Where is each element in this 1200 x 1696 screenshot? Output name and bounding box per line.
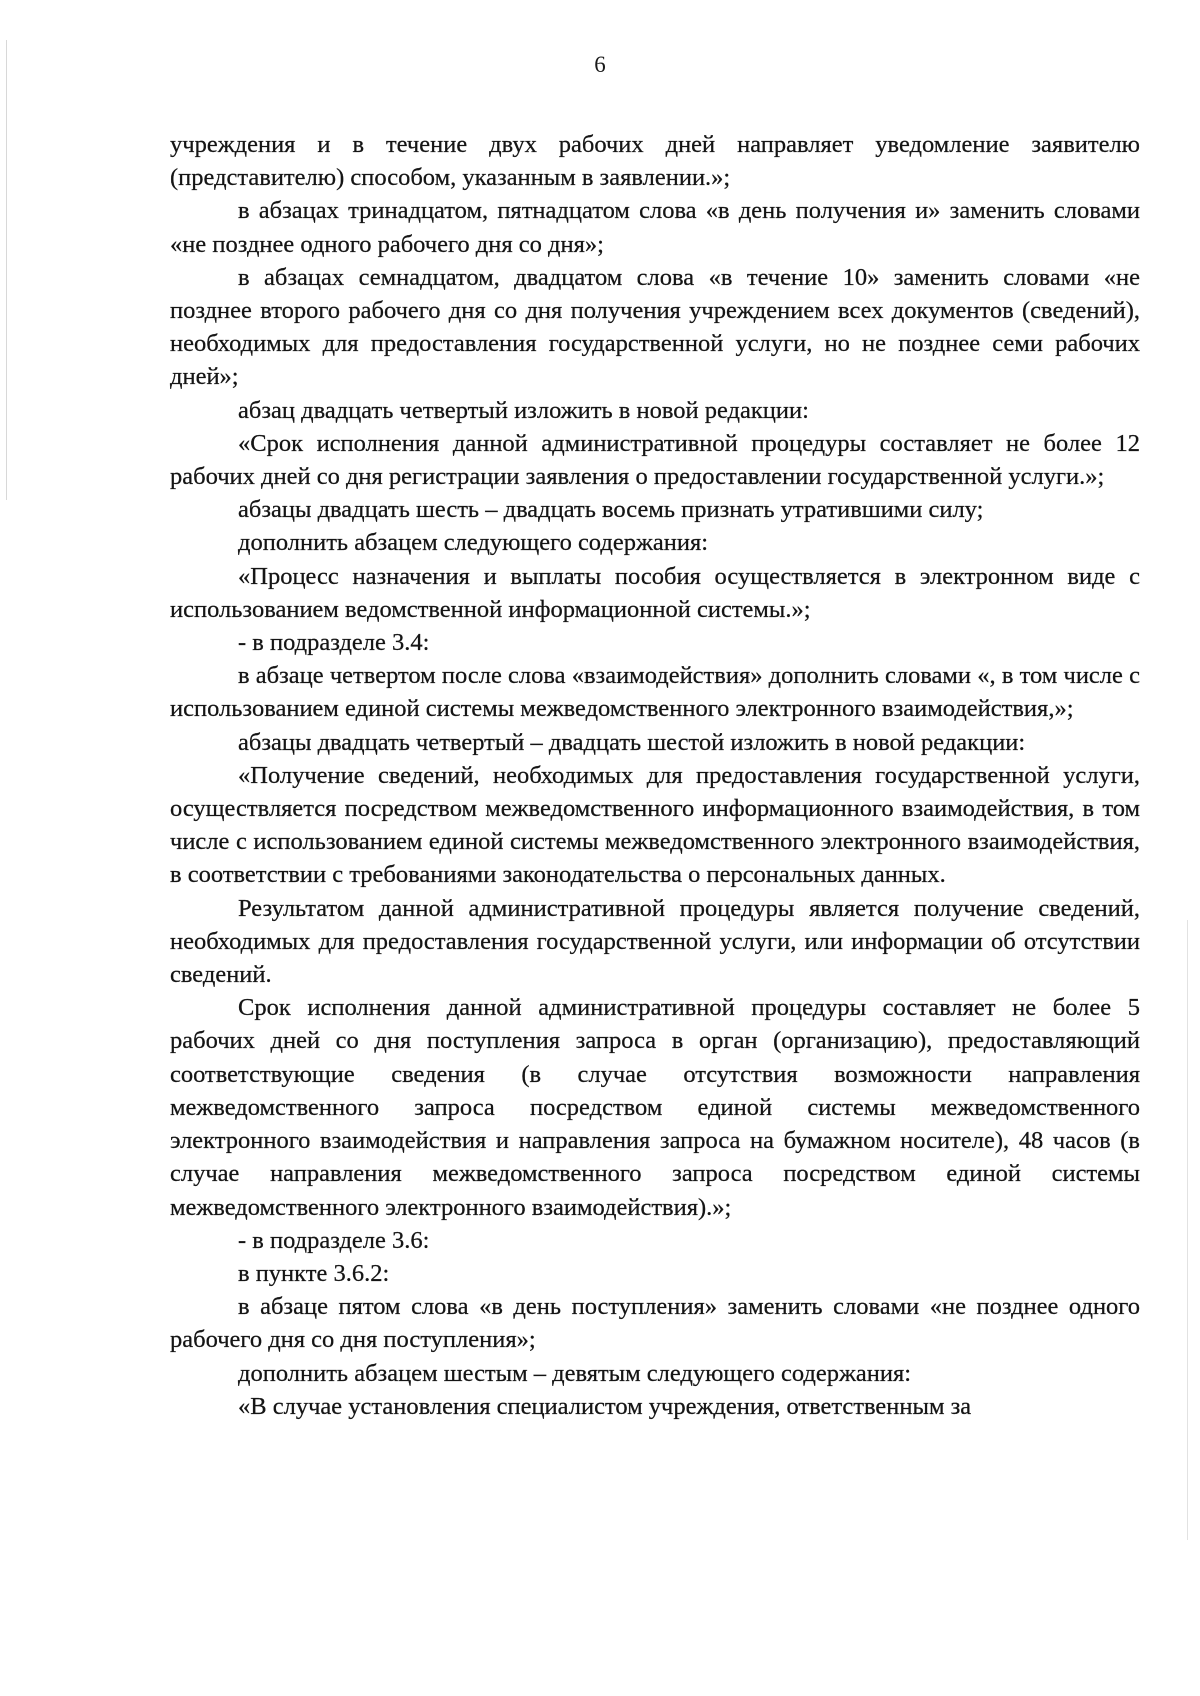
paragraph: - в подразделе 3.6: <box>238 1226 430 1254</box>
document-body <box>170 128 1140 1423</box>
paragraph: «В случае установления специалистом учреждения, ответственным за <box>238 1392 972 1420</box>
paragraph: Срок исполнения данной административной процедуры составляет не более 5 рабочих дней со дня поступления запроса в орган (организацию), предоставляющий соответствующие сведения (в случае отсутствия возможности направления межведомственного запроса посредством единой системы межведомственного электронного взаимодействия и направления запроса на бумажном носителе), 48 часов (в случае направления межведомственного запроса посредством единой системы межведомственного электронного взаимодействия).»; <box>170 994 1140 1221</box>
scan-edge-left <box>6 40 7 500</box>
paragraph: в пункте 3.6.2: <box>238 1259 390 1287</box>
paragraph: абзацы двадцать шесть – двадцать восемь признать утратившими силу; <box>238 496 984 524</box>
paragraph: «Процесс назначения и выплаты пособия осуществляется в электронном виде с использованием ведомственной информационной системы.»; <box>170 562 1140 623</box>
paragraph: в абзаце четвертом после слова «взаимодействия» дополнить словами «, в том числе с использованием единой системы межведомственного электронного взаимодействия,»; <box>170 662 1140 723</box>
page-number: 6 <box>594 52 606 77</box>
paragraph: «Срок исполнения данной административной процедуры составляет не более 12 рабочих дней со дня регистрации заявления о предоставлении государственной услуги.»; <box>170 429 1140 491</box>
paragraph: в абзацах тринадцатом, пятнадцатом слова «в день получения и» заменить словами «не позднее одного рабочего дня со дня»; <box>170 197 1140 258</box>
paragraph: в абзаце пятом слова «в день поступления» заменить словами «не позднее одного рабочего дня со дня поступления»; <box>170 1293 1140 1354</box>
paragraph: Результатом данной административной процедуры является получение сведений, необходимых для предоставления государственной услуги, или информации об отсутствии сведений. <box>170 894 1140 989</box>
paragraph: дополнить абзацем следующего содержания: <box>238 529 709 557</box>
paragraph: - в подразделе 3.4: <box>238 629 430 657</box>
scan-edge-right <box>1187 920 1188 1540</box>
paragraph: «Получение сведений, необходимых для предоставления государственной услуги, осуществляется посредством межведомственного информационного взаимодействия, в том числе с использованием единой системы межведомственного электронного взаимодействия, в соответствии с требованиями законодательства о персональных данных. <box>170 761 1140 889</box>
paragraph: учреждения и в течение двух рабочих дней направляет уведомление заявителю (представителю) способом, указанным в заявлении.»; <box>170 131 1140 192</box>
paragraph: абзацы двадцать четвертый – двадцать шестой изложить в новой редакции: <box>238 728 1026 756</box>
paragraph: в абзацах семнадцатом, двадцатом слова «в течение 10» заменить словами «не позднее второго рабочего дня со дня получения учреждением всех документов (сведений), необходимых для предоставления государственной услуги, но не позднее семи рабочих дней»; <box>170 263 1140 391</box>
paragraph: дополнить абзацем шестым – девятым следующего содержания: <box>238 1359 912 1387</box>
paragraph: абзац двадцать четвертый изложить в новой редакции: <box>238 396 809 424</box>
